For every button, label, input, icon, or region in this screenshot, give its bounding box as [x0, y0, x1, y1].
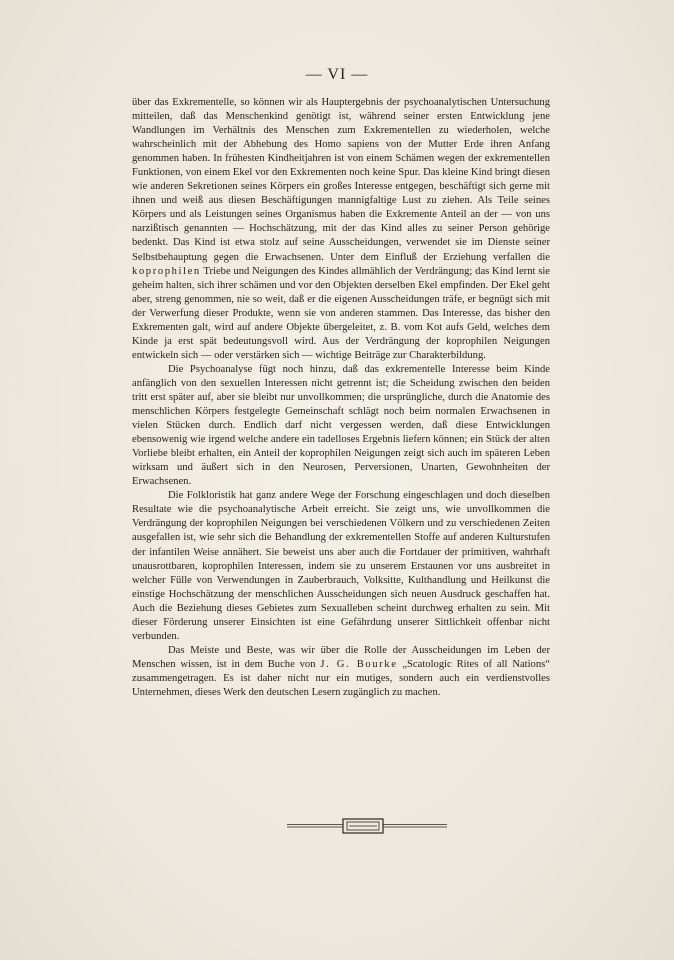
paragraph-1 — [132, 96, 550, 363]
page-number: — VI — — [305, 66, 369, 83]
paragraph-3-text: Die Folkloristik hat ganz andere Wege der Forschung eingeschlagen und doch dieselben Resultate wie die psychoanalytische Arbeit erreicht. Sie zeigt uns, wie unvollkommen die Verdrängung der koprophilen Neigungen bei verschiedenen Völkern und zu verschiedenen Zeiten ausgefallen ist, wie sehr sich die Behandlung der exkrementellen Stoffe auf anderen Kulturstufen der infantilen Weise annähert. Sie beweist uns aber auch die Fortdauer der primitiven, wahrhaft unausrottbaren, koprophilen Interessen, indem sie zu unserem Erstaunen vor uns ausbreitet in welcher Fülle von Verwendungen in Zauberbrauch, Volksitte, Kulthandlung und Heilkunst die einstige Hochschätzung der menschlichen Ausscheidungen sich neuen Ausdruck geschaffen hat. Auch die Beziehung dieses Gebietes zum Sexualleben scheint durchweg erhalten zu sein. Mit dieser Förderung unserer Einsichten ist eine Gefährdung unserer Sittlichkeit offenbar nicht verbunden. — [132, 490, 550, 642]
paragraph-4 — [132, 644, 550, 700]
paragraph-1-text-a: über das Exkrementelle, so können wir als Hauptergebnis der psychoanalytischen Untersuchung mitteilen, daß das Menschenkind genötigt ist, während seiner ersten Entwicklung jene Wandlungen im Verhältnis des Menschen zum Exkrementellen zu wiederholen, welche wahrscheinlich mit der Abhebung des Homo sapiens von der Mutter Erde ihren Anfang genommen haben. In frühesten Kindheitjahren ist von einem Schämen wegen der exkrementellen Funktionen, von einem Ekel vor den Exkrementen noch keine Spur. Das kleine Kind bringt diesen wie anderen Sekretionen seines Körpers ein großes Interesse entgegen, beschäftigt sich gerne mit ihnen und weiß aus diesen Beschäftigungen mannigfaltige Lust zu ziehen. Als Teile seines Körpers und als Leistungen seines Organismus haben die Exkremente Anteil an der — von uns narzißtisch genannten — Hochschätzung, mit der das Kind alles zu seiner Person gehörige bedenkt. Das Kind ist etwa stolz auf seine Ausscheidungen, verwendet sie im Dienste seiner Selbstbehauptung gegen die Erwachsenen. Unter dem Einfluß der Erziehung verfallen die — [132, 97, 550, 263]
paragraph-3 — [132, 489, 550, 644]
paragraph-4-text-b: „Scatologic Rites of all Nations“ zusammengetragen. Es ist daher nicht nur ein mutiges, sondern auch ein verdienstvolles Unternehmen, dieses Werk den deutschen Lesern zugänglich zu machen. — [132, 658, 550, 698]
paragraph-4-text-a: Das Meiste und Beste, was wir über die Rolle der Ausscheidungen im Leben der Menschen wissen, ist in dem Buche von — [132, 644, 550, 670]
paragraph-1-text-b: Triebe und Neigungen des Kindes allmählich der Verdrängung; das Kind lernt sie geheim halten, sich ihrer schämen und vor den Objekten derselben Ekel empfinden. Der Ekel geht aber, streng genommen, nie so weit, daß er die eigenen Ausscheidungen träfe, er begnügt sich mit der Verwerfung dieser Produkte, wenn sie von anderen stammen. Das Interesse, das bisher den Exkrementen galt, wird auf andere Objekte übergeleitet, z. B. vom Kot aufs Geld, welches dem Kinde ja erst spät bedeutungsvoll wird. Aus der Verdrängung der koprophilen Neigungen entwickeln sich — oder verstärken sich — wichtige Beiträge zur Charakterbildung. — [132, 265, 550, 361]
body-text — [132, 96, 550, 700]
paragraph-2 — [132, 363, 550, 489]
paragraph-2-text: Die Psychoanalyse fügt noch hinzu, daß das exkrementelle Interesse beim Kinde anfänglich von den sexuellen Interessen nicht getrennt ist; die Scheidung zwischen den beiden tritt erst später auf, aber sie bleibt nur unvollkommen; die ursprüngliche, durch die Anatomie des menschlichen Körpers festgelegte Gemeinschaft schlägt noch beim normalen Erwachsenen in vielen Stücken durch. Endlich darf nicht vergessen werden, daß diese Entwicklungen ebensowenig wie irgend welche andere ein tadelloses Ergebnis liefern können; ein Stück der alten Vorliebe bleibt erhalten, ein Anteil der koprophilen Neigungen zeigt sich auch im späteren Leben wirksam und äußert sich in den Neurosen, Perversionen, Unarten, Gewohnheiten der Erwachsenen. — [132, 363, 550, 488]
paragraph-4-author: J. G. Bourke — [320, 658, 398, 670]
paragraph-1-emphasis: koprophilen — [132, 265, 201, 277]
decorative-rule-icon — [287, 818, 447, 834]
